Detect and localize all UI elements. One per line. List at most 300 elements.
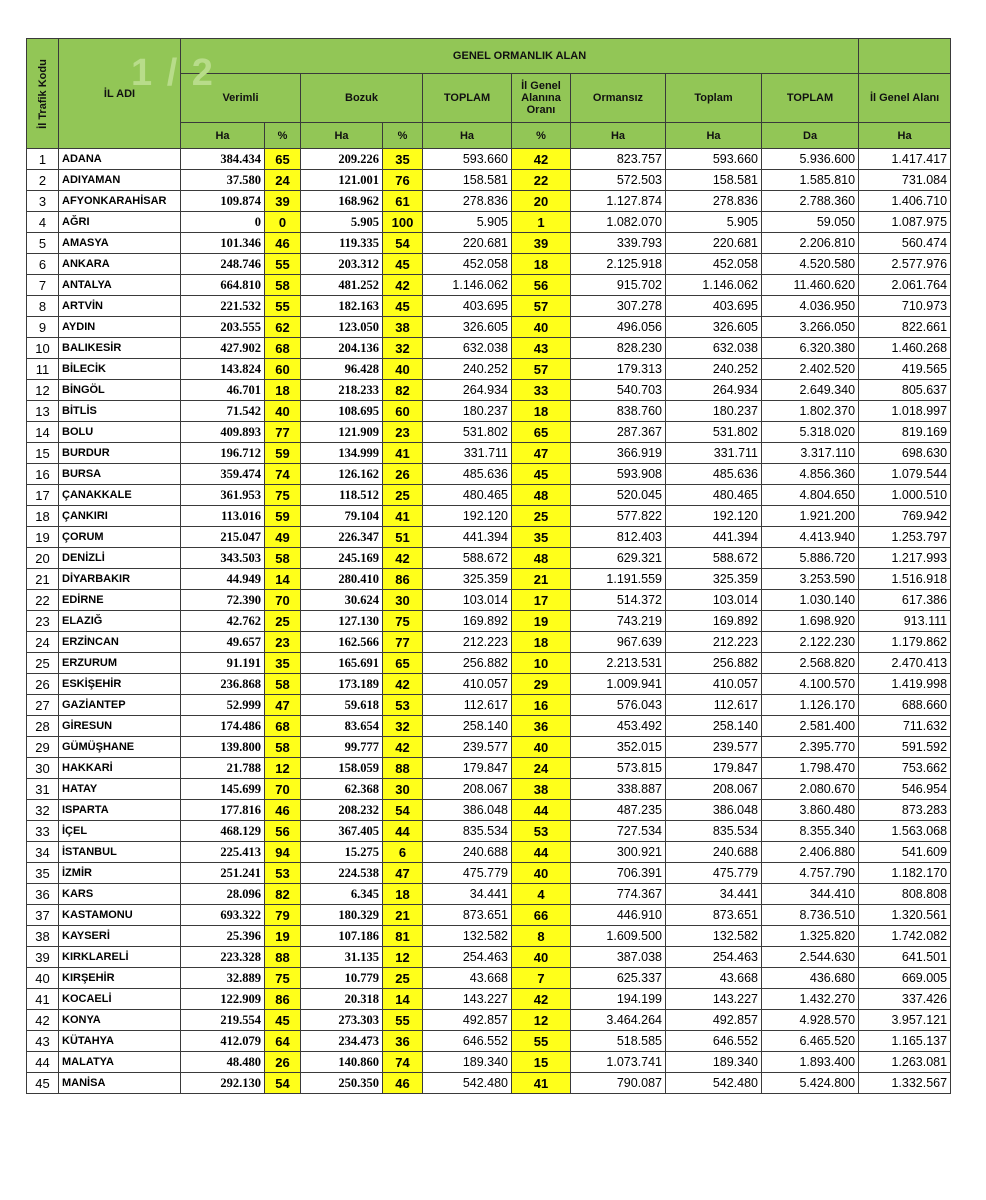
table-row bbox=[27, 884, 951, 905]
cell-il-genel-alani: 1.079.544 bbox=[859, 464, 951, 485]
cell-ormansiz-ha: 287.367 bbox=[571, 422, 666, 443]
cell-trafik-kodu: 17 bbox=[27, 485, 59, 506]
cell-toplam-ha: 480.465 bbox=[423, 485, 512, 506]
cell-ormansiz-ha: 625.337 bbox=[571, 968, 666, 989]
cell-trafik-kodu: 29 bbox=[27, 737, 59, 758]
cell-verimli-ha: 221.532 bbox=[181, 296, 265, 317]
cell-trafik-kodu: 30 bbox=[27, 758, 59, 779]
cell-verimli-pct: 14 bbox=[265, 569, 301, 590]
cell-il-adi: BOLU bbox=[59, 422, 181, 443]
cell-bozuk-ha: 203.312 bbox=[301, 254, 383, 275]
cell-verimli-pct: 64 bbox=[265, 1031, 301, 1052]
table-row bbox=[27, 989, 951, 1010]
table-row bbox=[27, 422, 951, 443]
cell-toplam2-ha: 5.905 bbox=[666, 212, 762, 233]
cell-bozuk-pct: 51 bbox=[383, 527, 423, 548]
table-row bbox=[27, 569, 951, 590]
cell-il-genel-orani: 17 bbox=[512, 590, 571, 611]
cell-verimli-pct: 60 bbox=[265, 359, 301, 380]
cell-il-genel-orani: 29 bbox=[512, 674, 571, 695]
cell-il-genel-orani: 40 bbox=[512, 863, 571, 884]
cell-bozuk-ha: 209.226 bbox=[301, 149, 383, 170]
cell-toplam-ha: 240.252 bbox=[423, 359, 512, 380]
cell-il-genel-orani: 18 bbox=[512, 254, 571, 275]
cell-il-adi: AĞRI bbox=[59, 212, 181, 233]
cell-verimli-ha: 145.699 bbox=[181, 779, 265, 800]
cell-il-genel-alani: 560.474 bbox=[859, 233, 951, 254]
cell-il-genel-orani: 18 bbox=[512, 632, 571, 653]
cell-ormansiz-ha: 1.191.559 bbox=[571, 569, 666, 590]
cell-trafik-kodu: 41 bbox=[27, 989, 59, 1010]
cell-toplam-da: 2.206.810 bbox=[762, 233, 859, 254]
table-row bbox=[27, 611, 951, 632]
cell-toplam2-ha: 112.617 bbox=[666, 695, 762, 716]
cell-toplam2-ha: 132.582 bbox=[666, 926, 762, 947]
cell-bozuk-pct: 54 bbox=[383, 233, 423, 254]
cell-bozuk-pct: 88 bbox=[383, 758, 423, 779]
cell-toplam-ha: 5.905 bbox=[423, 212, 512, 233]
cell-toplam-ha: 278.836 bbox=[423, 191, 512, 212]
cell-trafik-kodu: 23 bbox=[27, 611, 59, 632]
cell-toplam-da: 4.520.580 bbox=[762, 254, 859, 275]
cell-bozuk-ha: 245.169 bbox=[301, 548, 383, 569]
cell-il-adi: ADIYAMAN bbox=[59, 170, 181, 191]
cell-il-genel-orani: 21 bbox=[512, 569, 571, 590]
cell-trafik-kodu: 21 bbox=[27, 569, 59, 590]
cell-il-genel-alani: 3.957.121 bbox=[859, 1010, 951, 1031]
cell-toplam-ha: 326.605 bbox=[423, 317, 512, 338]
cell-toplam-da: 4.757.790 bbox=[762, 863, 859, 884]
cell-il-genel-orani: 57 bbox=[512, 359, 571, 380]
cell-il-adi: ERZURUM bbox=[59, 653, 181, 674]
cell-verimli-ha: 101.346 bbox=[181, 233, 265, 254]
cell-toplam2-ha: 220.681 bbox=[666, 233, 762, 254]
cell-ormansiz-ha: 727.534 bbox=[571, 821, 666, 842]
cell-toplam-da: 4.856.360 bbox=[762, 464, 859, 485]
table-row bbox=[27, 359, 951, 380]
unit-ha: Ha bbox=[423, 123, 512, 149]
cell-bozuk-ha: 208.232 bbox=[301, 800, 383, 821]
cell-bozuk-pct: 65 bbox=[383, 653, 423, 674]
cell-toplam2-ha: 180.237 bbox=[666, 401, 762, 422]
cell-toplam-da: 1.921.200 bbox=[762, 506, 859, 527]
cell-toplam-ha: 34.441 bbox=[423, 884, 512, 905]
table-row bbox=[27, 1052, 951, 1073]
cell-toplam-da: 4.928.570 bbox=[762, 1010, 859, 1031]
cell-bozuk-pct: 14 bbox=[383, 989, 423, 1010]
cell-bozuk-pct: 23 bbox=[383, 422, 423, 443]
cell-toplam-da: 3.266.050 bbox=[762, 317, 859, 338]
cell-verimli-ha: 174.486 bbox=[181, 716, 265, 737]
unit-ha: Ha bbox=[571, 123, 666, 149]
table-row bbox=[27, 779, 951, 800]
cell-bozuk-pct: 36 bbox=[383, 1031, 423, 1052]
cell-toplam-da: 8.355.340 bbox=[762, 821, 859, 842]
cell-il-adi: İSTANBUL bbox=[59, 842, 181, 863]
cell-il-genel-orani: 43 bbox=[512, 338, 571, 359]
cell-toplam-da: 5.886.720 bbox=[762, 548, 859, 569]
cell-toplam-ha: 542.480 bbox=[423, 1073, 512, 1094]
cell-toplam-ha: 256.882 bbox=[423, 653, 512, 674]
cell-bozuk-ha: 367.405 bbox=[301, 821, 383, 842]
unit-pct: % bbox=[512, 123, 571, 149]
cell-bozuk-pct: 61 bbox=[383, 191, 423, 212]
table-row bbox=[27, 821, 951, 842]
header-il-genel-orani: İl Genel Alanına Oranı bbox=[512, 74, 571, 123]
cell-verimli-pct: 75 bbox=[265, 968, 301, 989]
cell-toplam-ha: 258.140 bbox=[423, 716, 512, 737]
cell-verimli-pct: 47 bbox=[265, 695, 301, 716]
cell-il-genel-orani: 19 bbox=[512, 611, 571, 632]
cell-il-genel-orani: 38 bbox=[512, 779, 571, 800]
cell-il-genel-alani: 710.973 bbox=[859, 296, 951, 317]
table-row bbox=[27, 590, 951, 611]
cell-trafik-kodu: 8 bbox=[27, 296, 59, 317]
cell-verimli-ha: 384.434 bbox=[181, 149, 265, 170]
cell-toplam-da: 2.395.770 bbox=[762, 737, 859, 758]
cell-toplam-ha: 239.577 bbox=[423, 737, 512, 758]
cell-ormansiz-ha: 2.125.918 bbox=[571, 254, 666, 275]
cell-trafik-kodu: 16 bbox=[27, 464, 59, 485]
cell-toplam2-ha: 632.038 bbox=[666, 338, 762, 359]
cell-toplam2-ha: 588.672 bbox=[666, 548, 762, 569]
cell-il-genel-orani: 7 bbox=[512, 968, 571, 989]
cell-toplam-da: 2.402.520 bbox=[762, 359, 859, 380]
cell-il-genel-orani: 36 bbox=[512, 716, 571, 737]
cell-trafik-kodu: 28 bbox=[27, 716, 59, 737]
cell-toplam2-ha: 239.577 bbox=[666, 737, 762, 758]
cell-verimli-ha: 203.555 bbox=[181, 317, 265, 338]
cell-il-adi: ISPARTA bbox=[59, 800, 181, 821]
table-row bbox=[27, 1073, 951, 1094]
cell-il-genel-orani: 48 bbox=[512, 548, 571, 569]
cell-bozuk-ha: 273.303 bbox=[301, 1010, 383, 1031]
cell-trafik-kodu: 37 bbox=[27, 905, 59, 926]
cell-bozuk-pct: 46 bbox=[383, 1073, 423, 1094]
cell-toplam-ha: 254.463 bbox=[423, 947, 512, 968]
cell-il-adi: ELAZIĞ bbox=[59, 611, 181, 632]
cell-toplam-da: 2.581.400 bbox=[762, 716, 859, 737]
cell-toplam-ha: 169.892 bbox=[423, 611, 512, 632]
cell-bozuk-ha: 481.252 bbox=[301, 275, 383, 296]
cell-bozuk-pct: 35 bbox=[383, 149, 423, 170]
cell-verimli-ha: 359.474 bbox=[181, 464, 265, 485]
cell-verimli-pct: 18 bbox=[265, 380, 301, 401]
cell-il-genel-orani: 39 bbox=[512, 233, 571, 254]
cell-bozuk-ha: 121.909 bbox=[301, 422, 383, 443]
cell-toplam-ha: 43.668 bbox=[423, 968, 512, 989]
cell-toplam-da: 344.410 bbox=[762, 884, 859, 905]
cell-verimli-pct: 70 bbox=[265, 779, 301, 800]
cell-verimli-pct: 46 bbox=[265, 233, 301, 254]
cell-bozuk-pct: 42 bbox=[383, 674, 423, 695]
unit-ha: Ha bbox=[666, 123, 762, 149]
cell-verimli-pct: 59 bbox=[265, 506, 301, 527]
cell-il-adi: DENİZLİ bbox=[59, 548, 181, 569]
cell-il-genel-alani: 769.942 bbox=[859, 506, 951, 527]
cell-toplam2-ha: 189.340 bbox=[666, 1052, 762, 1073]
header-trafik-kodu: İl Trafik Kodu bbox=[27, 39, 59, 149]
cell-il-genel-orani: 42 bbox=[512, 149, 571, 170]
cell-toplam-ha: 873.651 bbox=[423, 905, 512, 926]
cell-ormansiz-ha: 2.213.531 bbox=[571, 653, 666, 674]
cell-il-adi: ADANA bbox=[59, 149, 181, 170]
cell-verimli-pct: 70 bbox=[265, 590, 301, 611]
cell-toplam-da: 4.804.650 bbox=[762, 485, 859, 506]
cell-il-genel-alani: 337.426 bbox=[859, 989, 951, 1010]
cell-il-genel-alani: 541.609 bbox=[859, 842, 951, 863]
cell-ormansiz-ha: 572.503 bbox=[571, 170, 666, 191]
cell-ormansiz-ha: 338.887 bbox=[571, 779, 666, 800]
cell-verimli-ha: 46.701 bbox=[181, 380, 265, 401]
cell-il-adi: MALATYA bbox=[59, 1052, 181, 1073]
cell-il-genel-orani: 20 bbox=[512, 191, 571, 212]
cell-toplam-ha: 325.359 bbox=[423, 569, 512, 590]
cell-il-genel-alani: 873.283 bbox=[859, 800, 951, 821]
cell-bozuk-ha: 119.335 bbox=[301, 233, 383, 254]
cell-verimli-pct: 55 bbox=[265, 296, 301, 317]
header-il-adi: 1 / 2 İL ADI bbox=[59, 39, 181, 149]
cell-il-adi: KIRŞEHİR bbox=[59, 968, 181, 989]
cell-toplam2-ha: 192.120 bbox=[666, 506, 762, 527]
cell-il-adi: BİTLİS bbox=[59, 401, 181, 422]
cell-bozuk-pct: 75 bbox=[383, 611, 423, 632]
cell-trafik-kodu: 7 bbox=[27, 275, 59, 296]
cell-bozuk-pct: 55 bbox=[383, 1010, 423, 1031]
cell-toplam-da: 6.320.380 bbox=[762, 338, 859, 359]
cell-il-adi: KAYSERİ bbox=[59, 926, 181, 947]
cell-il-genel-orani: 24 bbox=[512, 758, 571, 779]
cell-il-genel-orani: 65 bbox=[512, 422, 571, 443]
cell-verimli-pct: 39 bbox=[265, 191, 301, 212]
cell-ormansiz-ha: 576.043 bbox=[571, 695, 666, 716]
cell-bozuk-ha: 218.233 bbox=[301, 380, 383, 401]
cell-il-genel-orani: 66 bbox=[512, 905, 571, 926]
cell-verimli-pct: 35 bbox=[265, 653, 301, 674]
cell-ormansiz-ha: 366.919 bbox=[571, 443, 666, 464]
unit-pct: % bbox=[265, 123, 301, 149]
cell-bozuk-ha: 162.566 bbox=[301, 632, 383, 653]
cell-bozuk-ha: 31.135 bbox=[301, 947, 383, 968]
cell-bozuk-ha: 280.410 bbox=[301, 569, 383, 590]
unit-da: Da bbox=[762, 123, 859, 149]
cell-toplam-da: 436.680 bbox=[762, 968, 859, 989]
cell-toplam-da: 5.936.600 bbox=[762, 149, 859, 170]
cell-toplam-ha: 179.847 bbox=[423, 758, 512, 779]
table-row bbox=[27, 674, 951, 695]
cell-ormansiz-ha: 179.313 bbox=[571, 359, 666, 380]
cell-il-genel-alani: 1.320.561 bbox=[859, 905, 951, 926]
cell-verimli-ha: 215.047 bbox=[181, 527, 265, 548]
cell-il-genel-alani: 1.263.081 bbox=[859, 1052, 951, 1073]
cell-trafik-kodu: 27 bbox=[27, 695, 59, 716]
cell-toplam2-ha: 34.441 bbox=[666, 884, 762, 905]
cell-il-adi: ANKARA bbox=[59, 254, 181, 275]
cell-verimli-pct: 68 bbox=[265, 716, 301, 737]
cell-bozuk-ha: 15.275 bbox=[301, 842, 383, 863]
cell-il-adi: AFYONKARAHİSAR bbox=[59, 191, 181, 212]
cell-il-adi: HAKKARİ bbox=[59, 758, 181, 779]
cell-toplam-da: 1.030.140 bbox=[762, 590, 859, 611]
cell-toplam2-ha: 480.465 bbox=[666, 485, 762, 506]
cell-bozuk-pct: 42 bbox=[383, 548, 423, 569]
cell-il-genel-orani: 1 bbox=[512, 212, 571, 233]
cell-il-adi: DİYARBAKIR bbox=[59, 569, 181, 590]
cell-toplam-da: 3.860.480 bbox=[762, 800, 859, 821]
cell-toplam2-ha: 256.882 bbox=[666, 653, 762, 674]
cell-il-genel-orani: 8 bbox=[512, 926, 571, 947]
cell-verimli-pct: 77 bbox=[265, 422, 301, 443]
table-row bbox=[27, 947, 951, 968]
cell-ormansiz-ha: 743.219 bbox=[571, 611, 666, 632]
header-blank bbox=[859, 39, 951, 74]
cell-toplam2-ha: 531.802 bbox=[666, 422, 762, 443]
cell-toplam2-ha: 264.934 bbox=[666, 380, 762, 401]
cell-toplam-da: 6.465.520 bbox=[762, 1031, 859, 1052]
cell-toplam2-ha: 835.534 bbox=[666, 821, 762, 842]
cell-ormansiz-ha: 307.278 bbox=[571, 296, 666, 317]
cell-il-genel-alani: 641.501 bbox=[859, 947, 951, 968]
cell-il-genel-alani: 1.332.567 bbox=[859, 1073, 951, 1094]
cell-verimli-pct: 12 bbox=[265, 758, 301, 779]
header-genel-ormanlik-alan: GENEL ORMANLIK ALAN bbox=[181, 39, 859, 74]
cell-toplam-ha: 1.146.062 bbox=[423, 275, 512, 296]
cell-bozuk-pct: 32 bbox=[383, 716, 423, 737]
cell-bozuk-pct: 53 bbox=[383, 695, 423, 716]
cell-trafik-kodu: 44 bbox=[27, 1052, 59, 1073]
cell-bozuk-ha: 96.428 bbox=[301, 359, 383, 380]
table-row bbox=[27, 548, 951, 569]
table-row bbox=[27, 632, 951, 653]
cell-bozuk-ha: 10.779 bbox=[301, 968, 383, 989]
cell-il-adi: KOCAELİ bbox=[59, 989, 181, 1010]
cell-il-genel-alani: 1.182.170 bbox=[859, 863, 951, 884]
cell-verimli-pct: 23 bbox=[265, 632, 301, 653]
cell-il-adi: KIRKLARELİ bbox=[59, 947, 181, 968]
cell-verimli-ha: 48.480 bbox=[181, 1052, 265, 1073]
cell-toplam2-ha: 646.552 bbox=[666, 1031, 762, 1052]
cell-verimli-pct: 58 bbox=[265, 275, 301, 296]
cell-verimli-ha: 49.657 bbox=[181, 632, 265, 653]
cell-toplam-da: 2.568.820 bbox=[762, 653, 859, 674]
table-row bbox=[27, 926, 951, 947]
cell-toplam-ha: 212.223 bbox=[423, 632, 512, 653]
cell-verimli-pct: 65 bbox=[265, 149, 301, 170]
table-row bbox=[27, 338, 951, 359]
cell-trafik-kodu: 12 bbox=[27, 380, 59, 401]
cell-bozuk-ha: 83.654 bbox=[301, 716, 383, 737]
cell-il-adi: EDİRNE bbox=[59, 590, 181, 611]
cell-toplam-ha: 492.857 bbox=[423, 1010, 512, 1031]
cell-il-genel-orani: 40 bbox=[512, 317, 571, 338]
cell-il-genel-orani: 48 bbox=[512, 485, 571, 506]
cell-toplam2-ha: 475.779 bbox=[666, 863, 762, 884]
cell-trafik-kodu: 25 bbox=[27, 653, 59, 674]
cell-ormansiz-ha: 487.235 bbox=[571, 800, 666, 821]
cell-bozuk-ha: 118.512 bbox=[301, 485, 383, 506]
cell-il-genel-alani: 1.000.510 bbox=[859, 485, 951, 506]
cell-verimli-pct: 82 bbox=[265, 884, 301, 905]
cell-il-genel-alani: 1.742.082 bbox=[859, 926, 951, 947]
cell-toplam-da: 59.050 bbox=[762, 212, 859, 233]
cell-ormansiz-ha: 339.793 bbox=[571, 233, 666, 254]
cell-trafik-kodu: 2 bbox=[27, 170, 59, 191]
cell-il-genel-orani: 12 bbox=[512, 1010, 571, 1031]
cell-il-genel-alani: 591.592 bbox=[859, 737, 951, 758]
cell-bozuk-ha: 134.999 bbox=[301, 443, 383, 464]
cell-il-adi: İZMİR bbox=[59, 863, 181, 884]
cell-il-genel-alani: 1.417.417 bbox=[859, 149, 951, 170]
cell-ormansiz-ha: 1.009.941 bbox=[571, 674, 666, 695]
cell-verimli-pct: 74 bbox=[265, 464, 301, 485]
cell-il-genel-alani: 753.662 bbox=[859, 758, 951, 779]
cell-toplam2-ha: 158.581 bbox=[666, 170, 762, 191]
cell-ormansiz-ha: 823.757 bbox=[571, 149, 666, 170]
cell-il-genel-alani: 1.460.268 bbox=[859, 338, 951, 359]
table-body bbox=[27, 149, 951, 1094]
cell-il-genel-alani: 1.516.918 bbox=[859, 569, 951, 590]
cell-verimli-ha: 28.096 bbox=[181, 884, 265, 905]
cell-ormansiz-ha: 1.073.741 bbox=[571, 1052, 666, 1073]
cell-verimli-pct: 59 bbox=[265, 443, 301, 464]
cell-trafik-kodu: 36 bbox=[27, 884, 59, 905]
page-watermark: 1 / 2 bbox=[131, 52, 215, 94]
cell-bozuk-pct: 25 bbox=[383, 485, 423, 506]
cell-toplam2-ha: 208.067 bbox=[666, 779, 762, 800]
cell-bozuk-pct: 54 bbox=[383, 800, 423, 821]
cell-bozuk-pct: 32 bbox=[383, 338, 423, 359]
cell-il-genel-orani: 4 bbox=[512, 884, 571, 905]
cell-trafik-kodu: 4 bbox=[27, 212, 59, 233]
table-row bbox=[27, 485, 951, 506]
cell-trafik-kodu: 19 bbox=[27, 527, 59, 548]
cell-il-genel-alani: 1.018.997 bbox=[859, 401, 951, 422]
unit-pct: % bbox=[383, 123, 423, 149]
cell-trafik-kodu: 5 bbox=[27, 233, 59, 254]
table-row bbox=[27, 842, 951, 863]
cell-verimli-pct: 58 bbox=[265, 737, 301, 758]
cell-bozuk-pct: 21 bbox=[383, 905, 423, 926]
cell-il-genel-orani: 44 bbox=[512, 800, 571, 821]
cell-toplam-ha: 835.534 bbox=[423, 821, 512, 842]
cell-il-adi: MANİSA bbox=[59, 1073, 181, 1094]
cell-toplam-da: 5.318.020 bbox=[762, 422, 859, 443]
cell-toplam-ha: 386.048 bbox=[423, 800, 512, 821]
cell-il-genel-orani: 57 bbox=[512, 296, 571, 317]
cell-toplam-ha: 531.802 bbox=[423, 422, 512, 443]
cell-bozuk-pct: 38 bbox=[383, 317, 423, 338]
cell-ormansiz-ha: 387.038 bbox=[571, 947, 666, 968]
cell-il-adi: İÇEL bbox=[59, 821, 181, 842]
cell-verimli-ha: 143.824 bbox=[181, 359, 265, 380]
cell-bozuk-pct: 25 bbox=[383, 968, 423, 989]
cell-bozuk-pct: 12 bbox=[383, 947, 423, 968]
cell-il-genel-alani: 419.565 bbox=[859, 359, 951, 380]
unit-ha: Ha bbox=[181, 123, 265, 149]
cell-bozuk-ha: 79.104 bbox=[301, 506, 383, 527]
cell-toplam-ha: 485.636 bbox=[423, 464, 512, 485]
cell-bozuk-pct: 6 bbox=[383, 842, 423, 863]
table-row bbox=[27, 1031, 951, 1052]
cell-bozuk-ha: 62.368 bbox=[301, 779, 383, 800]
cell-ormansiz-ha: 828.230 bbox=[571, 338, 666, 359]
table-row bbox=[27, 905, 951, 926]
cell-il-genel-orani: 40 bbox=[512, 947, 571, 968]
cell-bozuk-ha: 99.777 bbox=[301, 737, 383, 758]
header-verimli: Verimli bbox=[181, 74, 301, 123]
cell-bozuk-pct: 77 bbox=[383, 632, 423, 653]
cell-toplam-da: 2.544.630 bbox=[762, 947, 859, 968]
